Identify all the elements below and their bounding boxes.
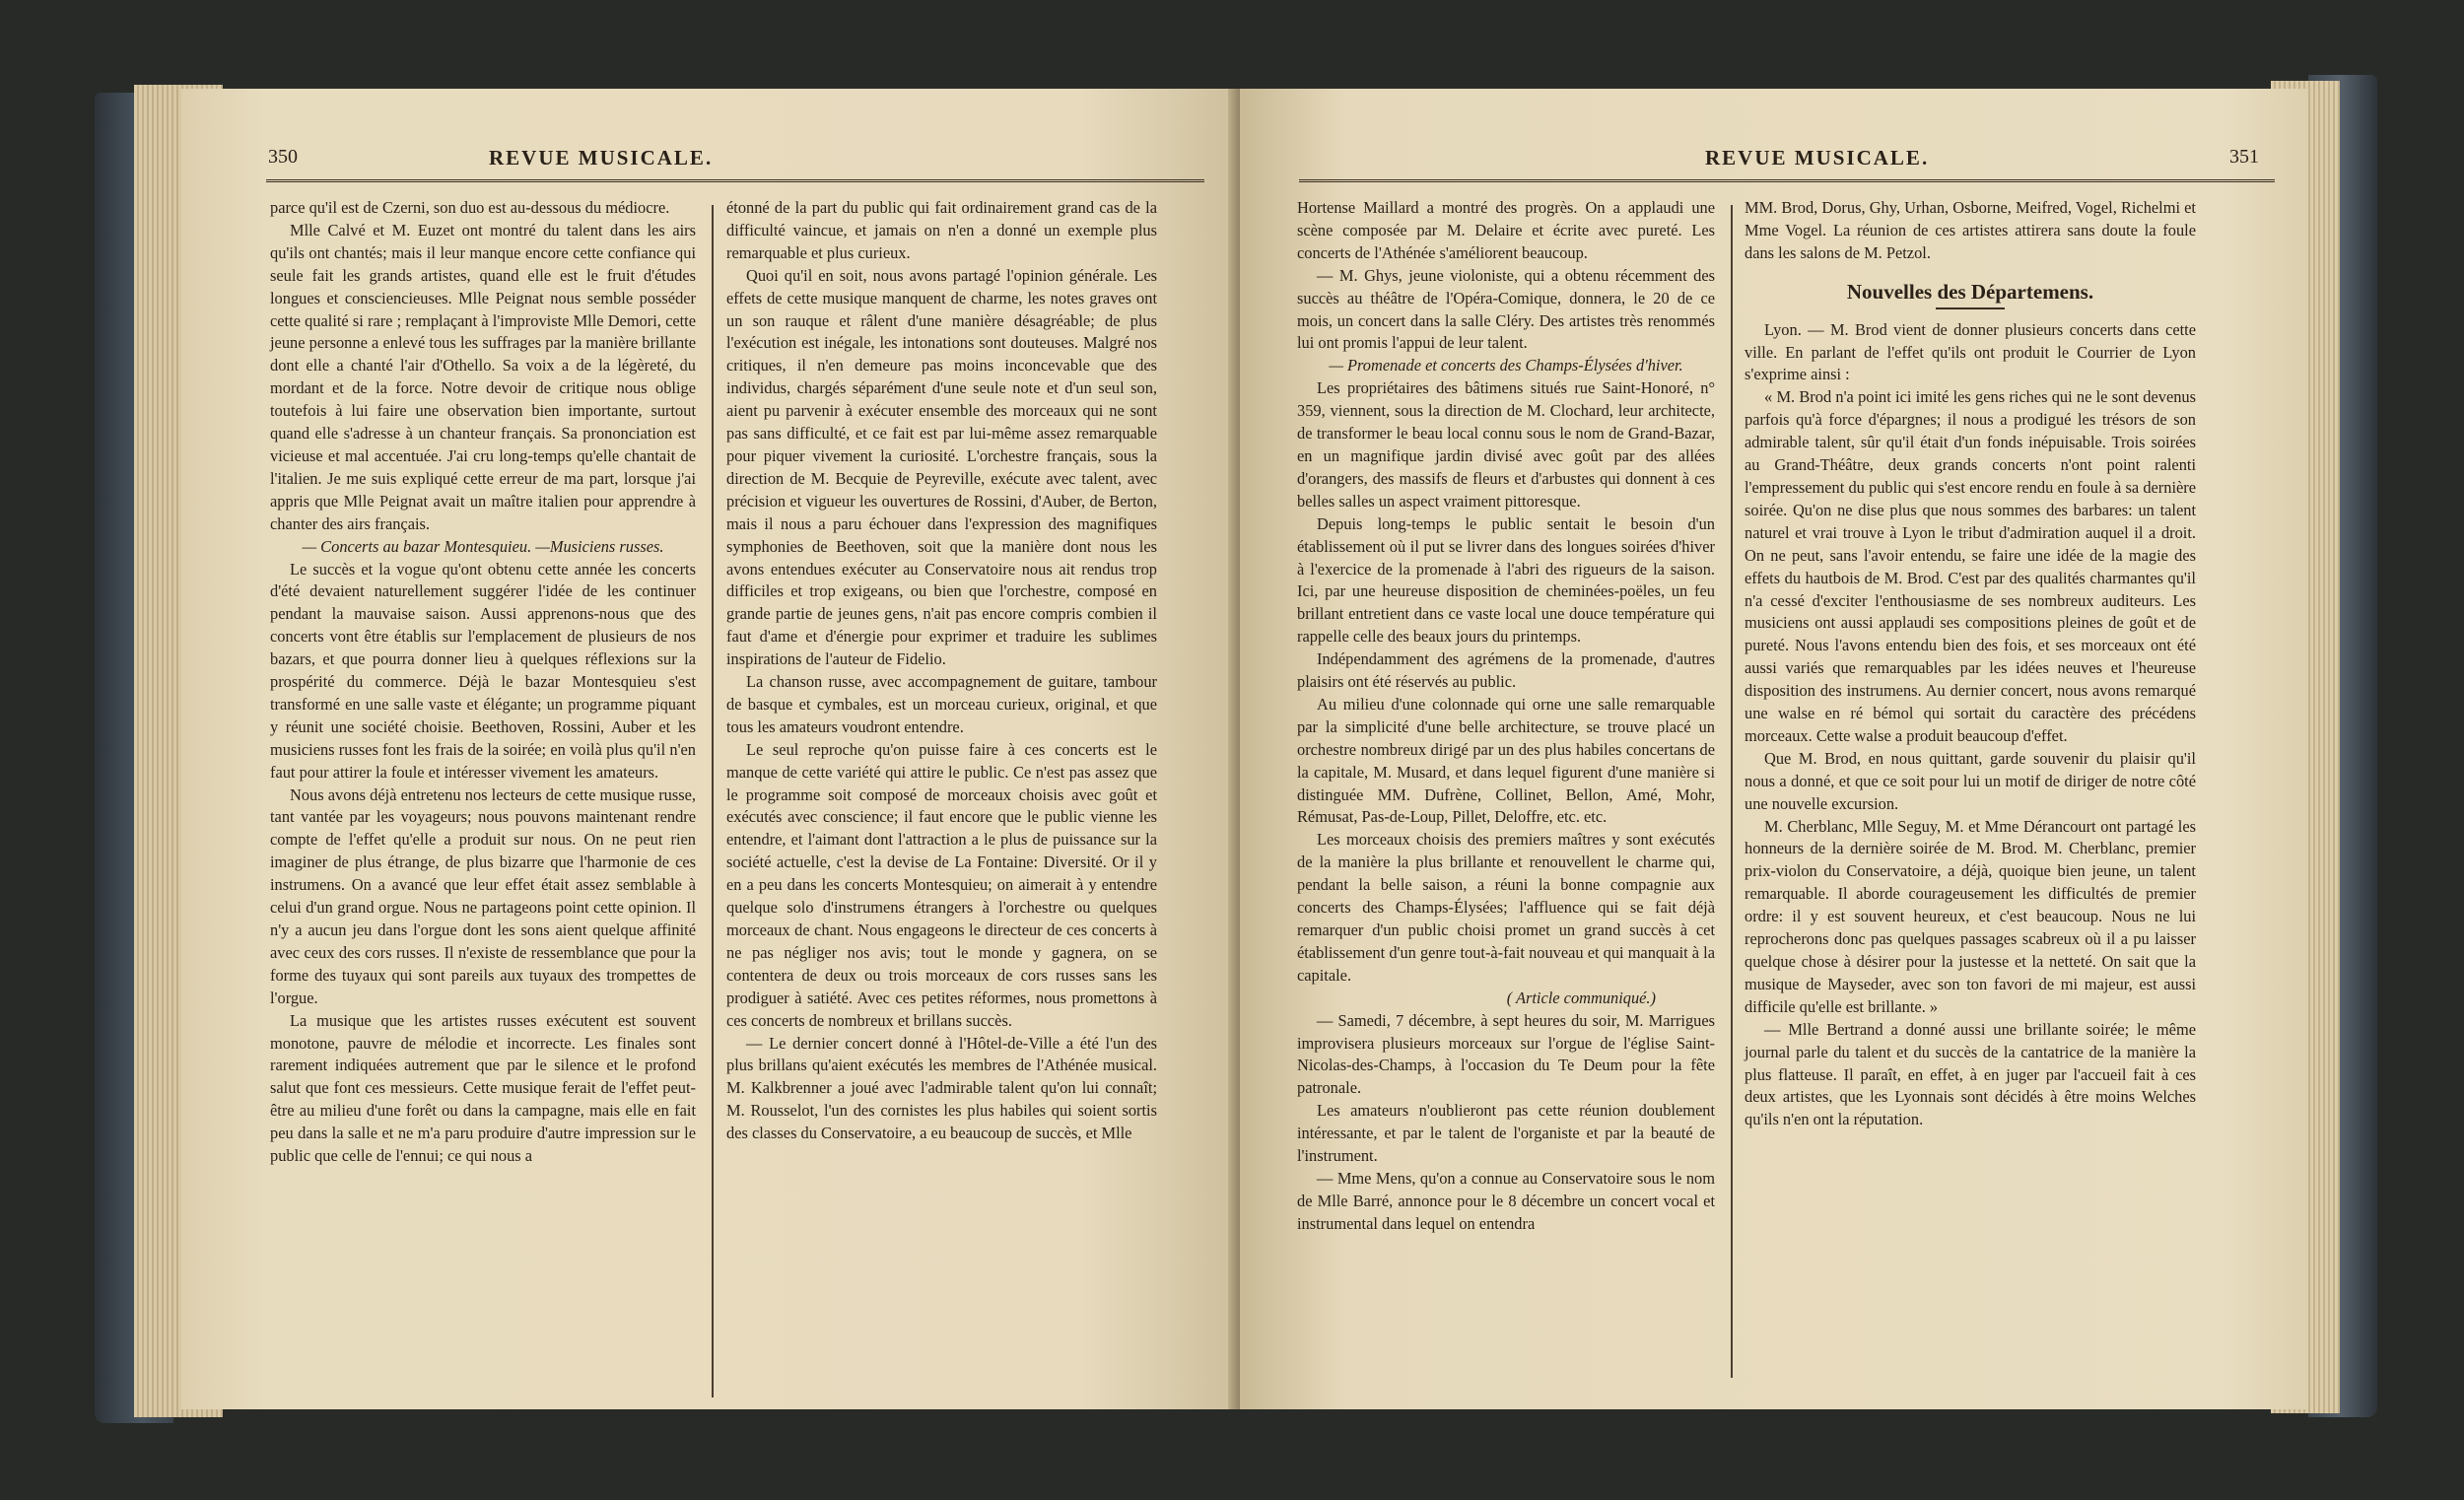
- paragraph: La musique que les artistes russes exécutent est souvent monotone, pauvre de mélodie et incorrecte. Les finales sont rarement indiquées autrement que par le silence et le profond salut que font ces messieurs. Cette musique ferait de l'effet peut-être au milieu d'une forêt ou dans la campagne, mais elle en fait peu dans la salle et ne m'a paru produire d'autre impression sur le public que celle de l'ennui; ce qui nous a: [270, 1010, 696, 1166]
- paragraph: étonné de la part du public qui fait ordinairement grand cas de la difficulté vaincue, et jamais on n'en a donné un exemple plus remarquable et plus curieux.: [726, 198, 1157, 262]
- right-page: [1240, 89, 2308, 1409]
- article-note: ( Article communiqué.): [1506, 988, 1656, 1007]
- section-title: Nouvelles des Départemens.: [1846, 279, 2094, 304]
- left-page: [181, 89, 1242, 1409]
- open-book: [95, 75, 2377, 1425]
- text-column-1: [1297, 197, 1715, 1236]
- paragraph: Quoi qu'il en soit, nous avons partagé l'opinion générale. Les effets de cette musique manquent de charme, les notes graves ont un son rauque et râlent d'une manière désagréable; de plus l'exécution est inégale, les intonations sont douteuses. Malgré nos critiques, il n'en demeure pas moins inconcevable que des individus, chargés séparément d'une seule note et d'un seul son, aient pu parvenir à exécuter ensemble des morceaux qui ne sont pas sans difficulté, et ce fait est par lui-même assez remarquable pour piquer vivement la curiosité. L'orchestre français, sous la direction de M. Becquie de Peyreville, exécute avec talent, avec précision et vigueur les ouvertures de Rossini, d'Auber, de Berton, mais il nous a paru échouer dans l'expression des magnifiques symphonies de Beethoven, soit que la manière dont nous les avons entendues exécuter au Conservatoire nous ait rendus trop difficiles et trop exigeans, ou bien que l'orchestre, composé en grande partie de jeunes gens, n'ait pas encore compris combien il faut d'ame et d'énergie pour exprimer et traduire les sublimes inspirations de l'auteur de Fidelio.: [726, 265, 1157, 669]
- paragraph: La chanson russe, avec accompagnement de guitare, tambour de basque et cymbales, est un morceau curieux, original, et que tous les amateurs voudront entendre.: [726, 672, 1157, 736]
- paragraph: — Samedi, 7 décembre, à sept heures du soir, M. Marrigues improvisera plusieurs morceaux sur l'orgue de l'église Saint-Nicolas-des-Champs, à l'occasion du Te Deum pour la fête patronale.: [1297, 1010, 1715, 1098]
- paragraph: Que M. Brod, en nous quittant, garde souvenir du plaisir qu'il nous a donné, et que ce soit pour lui un motif de diriger de notre côté une nouvelle excursion.: [1745, 748, 2196, 813]
- paragraph: Au milieu d'une colonnade qui orne une salle remarquable par la simplicité d'une belle architecture, se trouve placé un orchestre nombreux dirigé par un des plus habiles concertans de la capitale, M. Musard, et dans lequel figurent d'une manière si distinguée MM. Dufrène, Collinet, Bellon, Amé, Mohr, Rémusat, Pas-de-Loup, Pillet, Deloffre, etc. etc.: [1297, 694, 1715, 827]
- paragraph: — Mme Mens, qu'on a connue au Conservatoire sous le nom de Mlle Barré, annonce pour le 8 décembre un concert vocal et instrumental dans lequel on entendra: [1297, 1168, 1715, 1233]
- text-column-1: [270, 197, 696, 1168]
- paragraph: « M. Brod n'a point ici imité les gens riches qui ne le sont devenus parfois qu'à force d'épargnes; il nous a prodigué les trésors de son admirable talent, sûr qu'il était d'un fonds inépuisable. Trois soirées au Grand-Théâtre, deux grands concerts n'ont point ralenti l'empressement du public qui s'est encore rendu en foule à sa dernière soirée. Qu'on ne dise plus que nous sommes des barbares: un talent naturel et vrai trouve à Lyon le tribut d'admiration auquel il a droit. On ne peut, sans l'avoir entendu, se faire une idée de la magie des effets du hautbois de M. Brod. C'est par des qualités charmantes qu'il n'a cessé d'exciter l'enthousiasme de ses nombreux auditeurs. Les musiciens ont aussi applaudi ses compositions pleines de goût et de pureté. Nous l'avons entendu bien des fois, et ses morceaux ont été aussi variés que remarquables par les idées neuves et l'heureuse disposition des instrumens. Au dernier concert, nous avons remarqué une walse en ré bémol qui sortait du caractère des précédens morceaux. Cette walse a produit beaucoup d'effet.: [1745, 387, 2196, 745]
- paragraph: MM. Brod, Dorus, Ghy, Urhan, Osborne, Meifred, Vogel, Richelmi et Mme Vogel. La réunion de ces artistes attirera sans doute la foule dans les salons de M. Petzol.: [1745, 198, 2196, 262]
- paragraph: Le succès et la vogue qu'ont obtenu cette année les concerts d'été devaient naturellement suggérer l'idée de les continuer pendant la mauvaise saison. Aussi apprenons-nous que des concerts vont être établis sur l'emplacement de plusieurs de nos bazars, et que pourra donner lieu à quelques réflexions sur la prospérité du commerce. Déjà le bazar Montesquieu s'est transformé en une salle vaste et élégante; un programme piquant y réunit une société choisie. Beethoven, Rossini, Auber et les musiciens russes font les frais de la soirée; en voilà plus qu'il n'en faut pour attirer la foule et intéresser vivement les amateurs.: [270, 559, 696, 782]
- column-rule: [712, 205, 714, 1398]
- paragraph: Les amateurs n'oublieront pas cette réunion doublement intéressante, et par le talent de l'organiste et par la beauté de l'instrument.: [1297, 1101, 1715, 1166]
- paragraph: — Le dernier concert donné à l'Hôtel-de-Ville a été l'un des plus brillans qu'aient exécutés les membres de l'Athénée musical. M. Kalkbrenner a joué avec l'admirable talent qu'on lui connaît; M. Rousselot, l'un des cornistes les plus habiles qui soient sortis des classes du Conservatoire, a eu beaucoup de succès, et Mlle: [726, 1033, 1157, 1143]
- paragraph: Indépendamment des agrémens de la promenade, d'autres plaisirs ont été réservés au public.: [1297, 649, 1715, 692]
- text-column-2: [726, 197, 1157, 1145]
- paragraph: Lyon. — M. Brod vient de donner plusieurs concerts dans cette ville. En parlant de l'effet qu'ils ont produit le Courrier de Lyon s'exprime ainsi :: [1745, 319, 2196, 384]
- paragraph: Les propriétaires des bâtimens situés rue Saint-Honoré, n° 359, viennent, sous la direction de M. Clochard, leur architecte, de transformer le beau local connu sous le nom de Grand-Bazar, en un magnifique jardin divisé avec goût par des allées d'orangers, des massifs de fleurs et d'arbustes qui donnent à ces belles salles un aspect vraiment pittoresque.: [1297, 378, 1715, 511]
- page-number: 351: [2229, 146, 2259, 168]
- section-heading: — Concerts au bazar Montesquieu. —Musiciens russes.: [302, 536, 664, 556]
- paragraph: — M. Ghys, jeune violoniste, qui a obtenu récemment des succès au théâtre de l'Opéra-Comique, donnera, le 20 de ce mois, un concert dans la salle Cléry. Des artistes très renommés lui ont promis l'appui de leur talent.: [1297, 265, 1715, 353]
- header-rule: [1299, 179, 2275, 182]
- text-column-2: [1745, 197, 2196, 1131]
- paragraph: — Mlle Bertrand a donné aussi une brillante soirée; le même journal parle du talent et du succès de la cantatrice de la manière la plus flatteuse. Il paraît, en effet, à en juger par l'accueil fait à ces deux artistes, que les Lyonnais sont décidés à être moins Welches qu'ils n'en ont la réputation.: [1745, 1019, 2196, 1129]
- paragraph: Mlle Calvé et M. Euzet ont montré du talent dans les airs qu'ils ont chantés; mais il leur manque encore cette confiance qui seule fait les grands artistes, quand elle est le fruit d'études longues et consciencieuses. Mlle Peignat nous semble posséder cette qualité si rare ; remplaçant à l'improviste Mlle Demori, cette jeune personne a enlevé tous les suffrages par la manière brillante dont elle a chanté l'air d'Othello. Sa voix a de la légèreté, du mordant et de la force. Notre devoir de critique nous oblige toutefois à lui faire une observation bien importante, surtout quand elle s'adresse à un chanteur français. Sa prononciation est vicieuse et mal accentuée. J'ai cru long-temps qu'elle chantait de l'italien. Je me suis expliqué cette erreur de ma part, lorsque j'ai appris que Mlle Peignat avait un maître italien pour apprendre à chanter des airs français.: [270, 220, 696, 533]
- running-header: REVUE MUSICALE.: [1705, 146, 1930, 170]
- paragraph: parce qu'il est de Czerni, son duo est au-dessous du médiocre.: [270, 198, 670, 217]
- page-number: 350: [268, 146, 298, 168]
- paragraph: M. Cherblanc, Mlle Seguy, M. et Mme Dérancourt ont partagé les honneurs de la dernière soirée de M. Brod. M. Cherblanc, premier prix-violon du Conservatoire, a déjà, quoique bien jeune, un talent remarquable. Il aborde courageusement les difficultés de premier ordre: il y est souvent heureux, et c'est beaucoup. Nous ne lui reprocherons donc pas quelques passages scabreux où il a pu laisser quelque chose à désirer pour la justesse et la netteté. On sait que la musique de Mayseder, avec son ton favori de mi majeur, est aussi difficile qu'elle est brillante. »: [1745, 816, 2196, 1016]
- paragraph: Les morceaux choisis des premiers maîtres y sont exécutés de la manière la plus brillante et renouvellent le charme qui, pendant la belle saison, a réuni la bonne compagnie aux concerts des Champs-Élysées; l'affluence qui se fait déjà remarquer d'un public choisi promet un grand succès à cet établissement d'un genre tout-à-fait nouveau et qui manquait à la capitale.: [1297, 830, 1715, 985]
- paragraph: Le seul reproche qu'on puisse faire à ces concerts est le manque de cette variété qui attire le public. Ce n'est pas assez que le programme soit composé de morceaux choisis avec goût et exécutés avec conscience; il faut encore que le public vienne les entendre, et l'aimant dont l'attraction a le plus de puissance sur la société actuelle, c'est la devise de La Fontaine: Diversité. Or il y en a peu dans les concerts Montesquieu; on aimerait à y entendre quelque solo d'instrumens étrangers à l'orchestre ou quelques morceaux de chant. Nous engageons le directeur de ces concerts à ne pas négliger nos avis; tout le monde y gagnera, on se contentera de deux ou trois morceaux de cors russes sans les prodiguer à satiété. Avec ces petites réformes, nous promettons à ces concerts de nombreux et brillans succès.: [726, 739, 1157, 1030]
- paragraph: Depuis long-temps le public sentait le besoin d'un établissement où il put se livrer dans des longues soirées d'hiver à l'exercice de la promenade à l'abri des rigueurs de la saison. Ici, par une heureuse disposition de cheminées-poëles, un feu brillant entretient dans ce vaste local une douce température qui rappelle celle des beaux jours du printemps.: [1297, 513, 1715, 647]
- running-header: REVUE MUSICALE.: [489, 146, 714, 170]
- header-rule: [266, 179, 1204, 182]
- title-rule: [1936, 307, 2005, 309]
- paragraph: Nous avons déjà entretenu nos lecteurs de cette musique russe, tant vantée par les voyageurs; nous pouvons maintenant rendre compte de l'effet qu'elle a produit sur nous. On ne peut rien imaginer de plus étrange, de plus bizarre que l'harmonie de ces instrumens. On a avancé que leur effet était assez semblable à celui d'un grand orgue. Nous ne partageons point cette opinion. Il n'y a aucun jeu dans l'orgue dont les sons aient quelque affinité avec ceux des cors russes. Il n'existe de ressemblance que pour la forme des tuyaux qui sont pareils aux tuyaux des trompettes de l'orgue.: [270, 784, 696, 1007]
- paragraph: Hortense Maillard a montré des progrès. On a applaudi une scène composée par M. Delaire et écrite avec pureté. Les concerts de l'Athénée s'améliorent beaucoup.: [1297, 198, 1715, 262]
- column-rule: [1731, 205, 1733, 1378]
- section-heading: — Promenade et concerts des Champs-Élysées d'hiver.: [1329, 356, 1683, 375]
